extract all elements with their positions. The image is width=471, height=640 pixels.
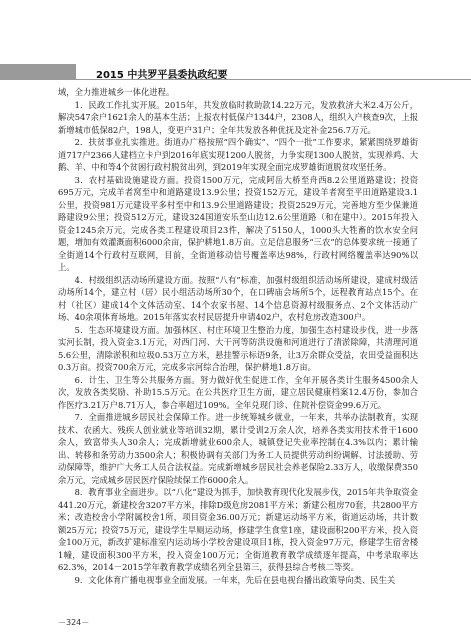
paragraph: 6．计生、卫生等公共服务方面。努力做好优生促进工作，全年开展各类计生服务4500余人次，发放各类奖励、补助15.5万元。在公共医疗卫生方面，建立居民健康档案12.4万份，参加合作医疗3.21万户8.71万人，参合率超过109%。全年兑现门诊、住院补偿资金99.6万元。: [58, 374, 418, 410]
page-number: －324－: [58, 618, 90, 627]
paragraph: 8．教育事业全面进步。以“八化”建设为抓手，加快教育现代化发展步伐，2015年共争取资金441.20万元，新建校舍3207平方米，排除D级危房2081平方米；新建公租房70套，共2800平方米；改造校舍小学附属校舍1所，项目资金36.00万元；新建运动场平方米，街道运动场，共计数额25万元；投资75万元，建设学生旱厕运动场，修建学生食堂1座，建设面积200平方米，投入资金100万元，新改扩建标准室内运动场小学校舍建设项目1栋，投入资金97万元，修建学生宿舍楼1幢，建设面积300平方米，投入资金100万元；全街道教育教学成绩逐年提高，中考录取率达62.3%，2014－2015学年教育教学成绩名列全县第三，获得县综合考核二等奖。: [58, 487, 418, 572]
paragraph: 4．村级组织活动场所建设方面。按照“八有”标准，加强村级组织活动场所建设，建成村级活动场所14个，建立村（居）民小组活动场所30个，在口碑庙会场所5个，远程教育站点15个。在村（社区）建成14个文体活动室、14个农家书屋、14个信息资源村级服务点、2个文体活动广场、40余项体育场地。2015年落实农村民居提升申请402户，农村危房改造300户。: [58, 274, 418, 322]
star-icon: ★: [80, 66, 89, 77]
paragraph: 5．生态环境建设方面。加强林区、村庄环境卫生整治力度，加强生态村建设步伐，进一步落实河长制，投入资金3.1万元，对西门河、大干河等防洪设施和河道进行了清淤除障，共清理河道5.6公里，清除淤积和垃圾0.53万立方米，悬挂警示标语9条，让3万余群众受益，农田受益面积达0.3万亩。投资700余万元，完成多宗河综合治理，保护耕地1.8万亩。: [58, 324, 418, 372]
body-text: [58, 86, 418, 586]
paragraph: 1．民政工作扎实开展。2015年，共发放临时救助款14.22万元，发放救济大米2.4万公斤，解决547余户1621余人的基本生活；上报农村低保户1344户，2308人，组织入户核查9次，上报新增城市低保82户，198人，变更户31户；全年共发放各种优抚及定补金256.7万元。: [58, 99, 418, 135]
header-title: [96, 66, 227, 81]
paragraph: 3．农村基础设施建设方面。投资1500万元，完成阿岳大桥至舟西8.2公里道路建设；投资695万元，完成羊者窝至中和道路建设13.9公里；投资152万元，建设羊者窝至平田道路建设3.1公里，投资981万元建设平多村至中和13.9公里道路建设；投资2529万元，完善地方至少保兼道路建设9公里；投资512万元，建设324国道安乐至山边12.6公里道路（和在建中）。2015年投入资金1245余万元，完成各类工程建设项目23件，解决了5150人，1000头大牲畜的饮水安全问题，增加有效灌溉面积6000余亩，保护耕地1.8万亩。立足信息服务“三农”的总体要求统一接通了全街道14个行政村互联网，目前，全街道移动信号覆盖率达98%，行政村网络覆盖率达90%以上。: [58, 174, 418, 272]
paragraph: 2．扶贫事业扎实推进。街道办广格按照“四个确实”、“四个一批”工作要求，紧紧围绕罗雄街道717户2366人建档立卡户到2016年底实现1200人脱贫，力争实现1300人脱贫，实现养鸡、大鹅、羊、中和等4个贫困行政村脱贫出列，到2019年实现全面完成罗雄街道脱贫攻坚任务。: [58, 137, 418, 172]
header-book-title: 中共罗平县委执政纪要: [127, 70, 228, 81]
paragraph: 7．全面推进城乡居民社会保障工作。进一步统筹城乡就业，一年来，共举办法制教育，实现技术、农函大、残疾人创业就业等培训32期，累计受训2万余人次，培养各类实用技术骨干1600余人，致富带头人30余人；完成新增就业600余人，城镇登记失业率控制在4.3%以内；累计输出、转移和条劳动力3500余人；积极协调有关部门为务工人员提供劳动纠纷调解、讨法援助、劳动保障等，维护广大务工人员合法权益。完成新增城乡居民社会养老保险2.33万人，收缴保费350余万元，完成城乡居民医疗保险续保工作6000余人。: [58, 412, 418, 485]
paragraph: 域，全力推进城乡一体化进程。: [58, 87, 175, 97]
paragraph: 9．文化体育广播电视事业全面发展。一年来，先后在县电视台播出政策导向类、民生关: [74, 574, 396, 585]
header-bar: [0, 64, 76, 80]
header-year: 2015: [96, 70, 124, 81]
page-header: [0, 0, 471, 84]
